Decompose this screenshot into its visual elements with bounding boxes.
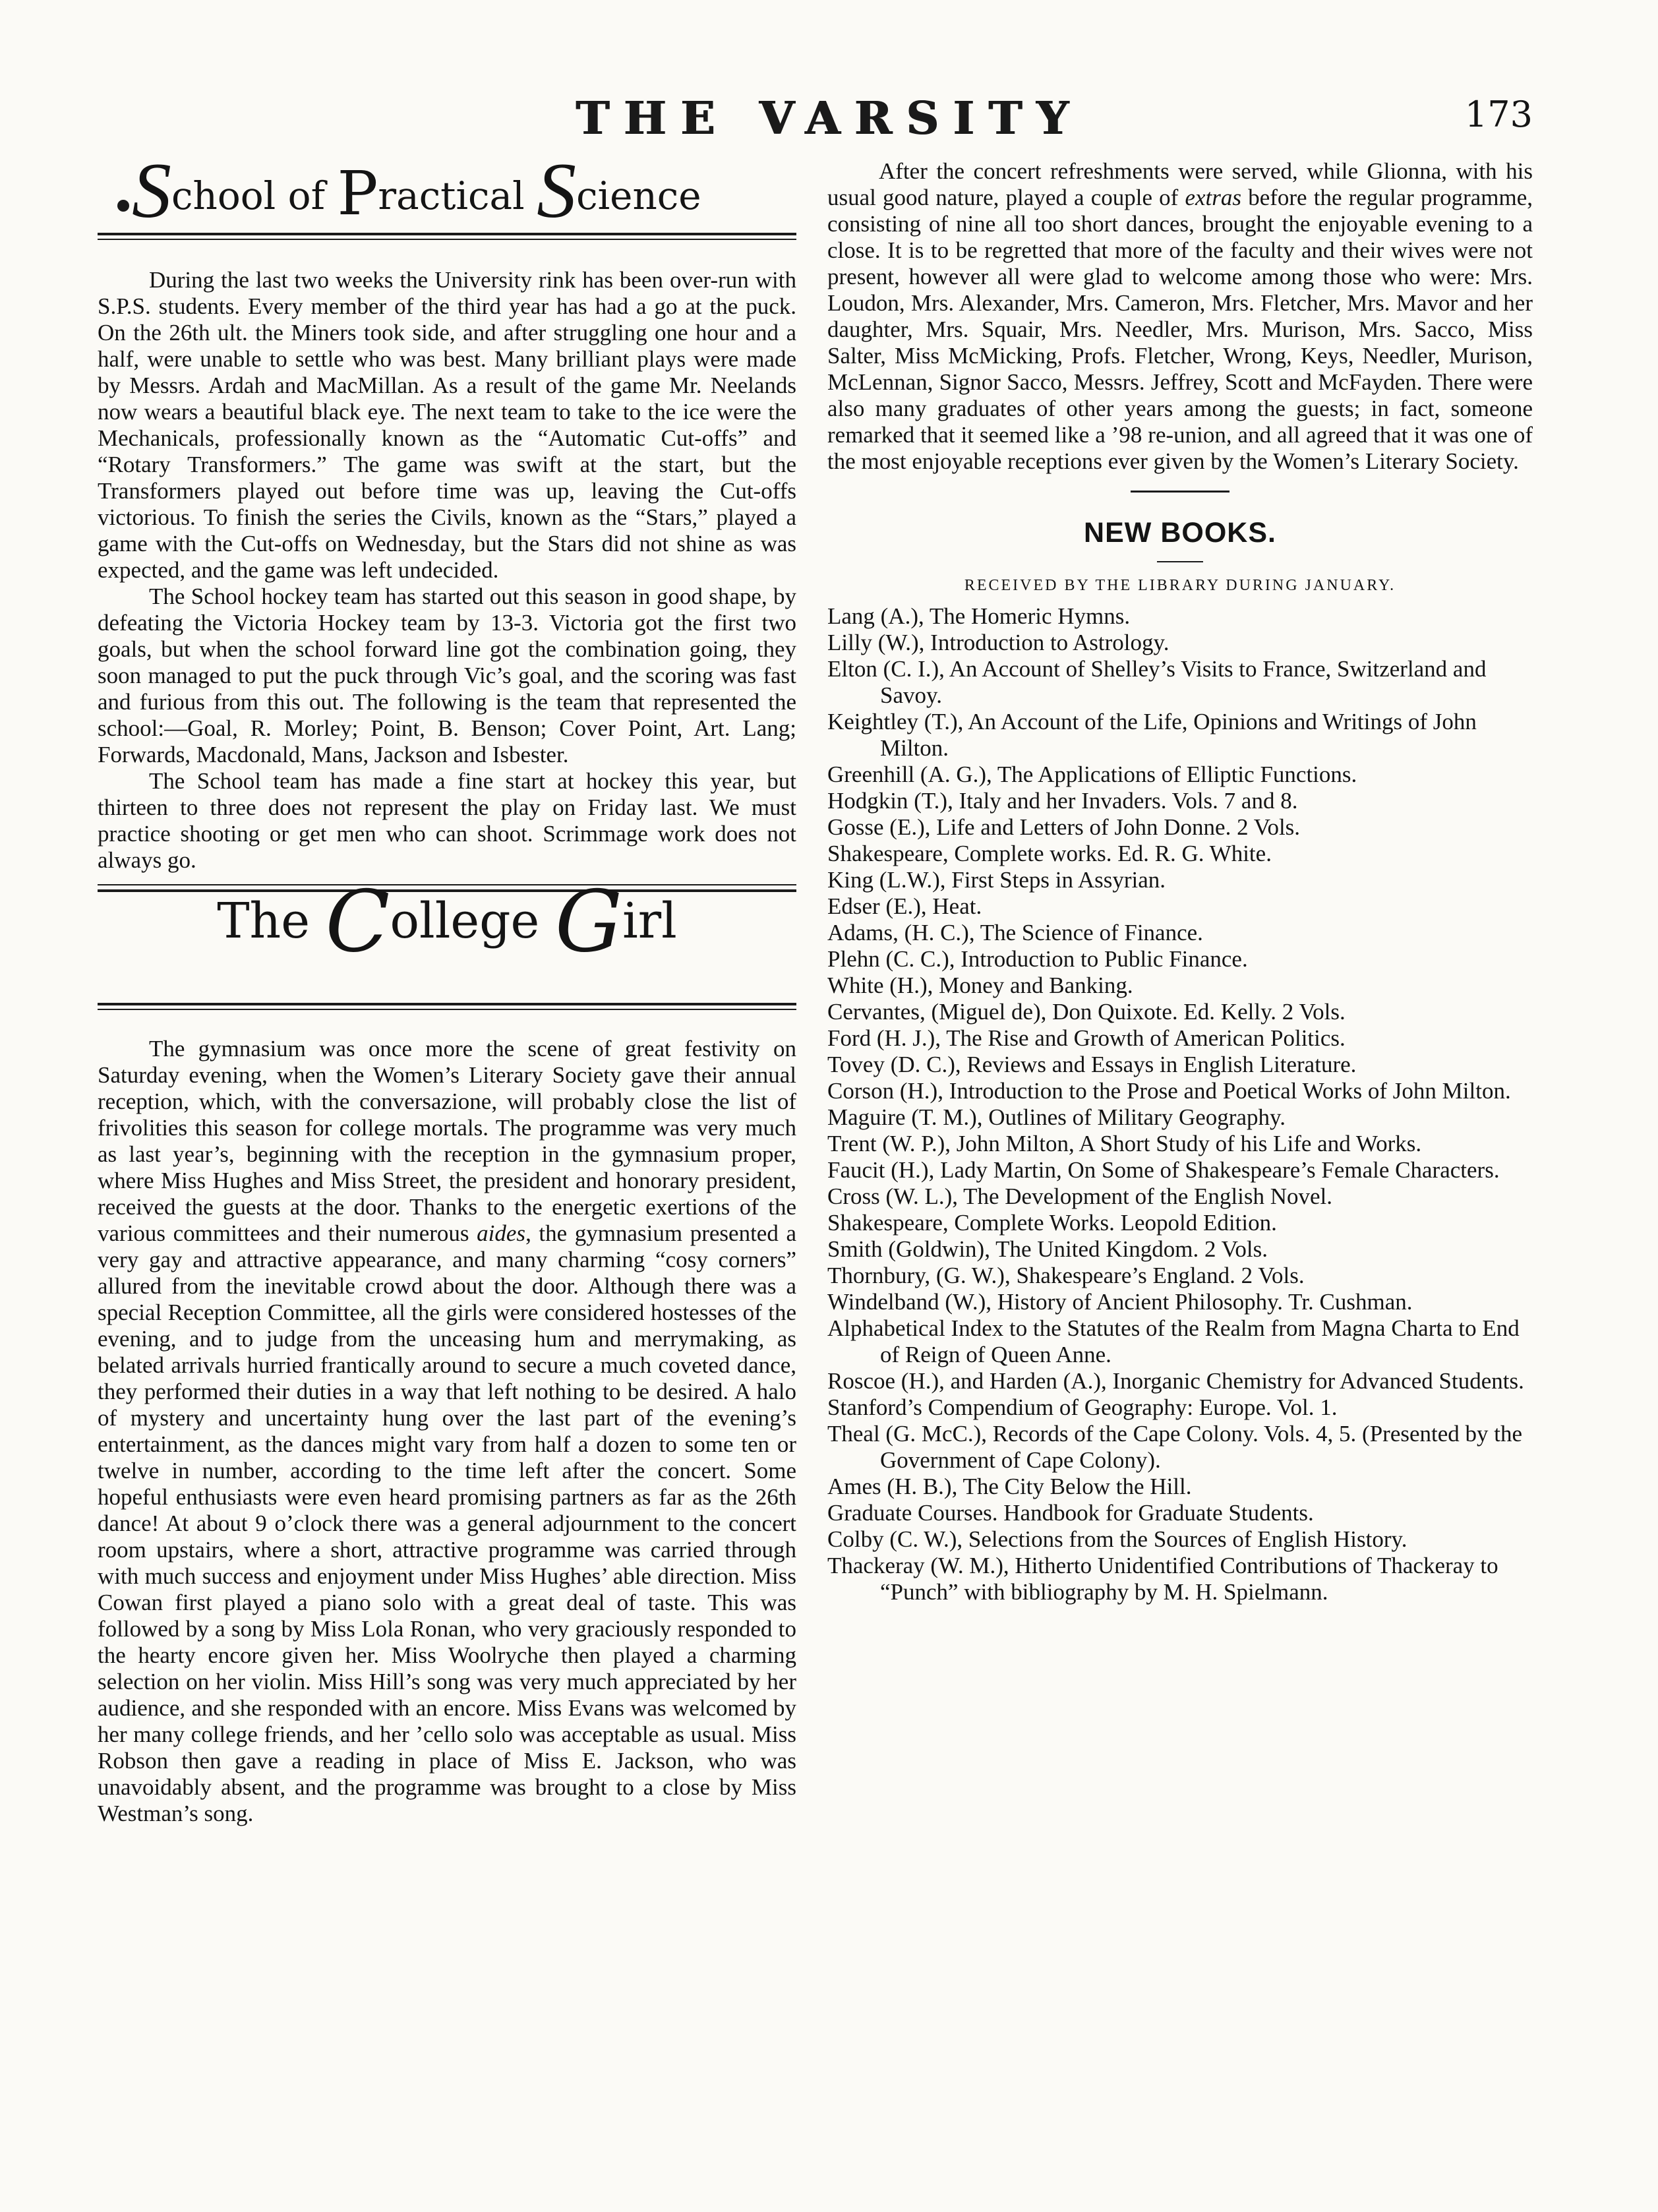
book-entry: Shakespeare, Complete works. Ed. R. G. White. xyxy=(827,841,1272,866)
book-entry: Keightley (T.), An Account of the Life, Opinions and Writings of John Milton. xyxy=(827,709,1477,761)
college-girl-header xyxy=(98,873,796,1016)
book-entry: Thornbury, (G. W.), Shakespeare’s England. 2 Vols. xyxy=(827,1263,1305,1288)
section-divider xyxy=(1131,491,1229,493)
book-entry: Hodgkin (T.), Italy and her Invaders. Vols. 7 and 8. xyxy=(827,788,1298,814)
header-rule xyxy=(98,239,796,240)
book-entry: Maguire (T. M.), Outlines of Military Geography. xyxy=(827,1104,1286,1130)
article-paragraph: After the concert refreshments were served, while Glionna, with his usual good nature, played a couple of extras before the regular programme, consisting of nine all too short dances, brought the enjoyable evening to a close. It is to be regretted that more of the faculty and their wives were not present, however all were glad to welcome among those who were: Mrs. Loudon, Mrs. Alexander, Mrs. Cameron, Mrs. Fletcher, Mrs. Mavor and her daughter, Mrs. Squair, Mrs. Needler, Mrs. Murison, Mrs. Sacco, Miss Salter, Miss McMicking, Profs. Fletcher, Wrong, Keys, Needler, Murison, McLennan, Signor Sacco, Messrs. Jeffrey, Scott and McFayden. There were also many graduates of other years among the guests; in fact, someone remarked that it seemed like a ’98 re-union, and all agreed that it was one of the most enjoyable receptions ever given by the Women’s Literary Society. xyxy=(827,158,1533,474)
header-rule xyxy=(98,233,796,235)
book-entry: Roscoe (H.), and Harden (A.), Inorganic Chemistry for Advanced Students. xyxy=(827,1368,1524,1394)
header-rule xyxy=(98,889,796,892)
book-entry: Lang (A.), The Homeric Hymns. xyxy=(827,603,1131,629)
masthead-title: THE VARSITY xyxy=(575,92,1083,145)
book-entry: Adams, (H. C.), The Science of Finance. xyxy=(827,920,1203,945)
book-entry: Ford (H. J.), The Rise and Growth of American Politics. xyxy=(827,1025,1346,1051)
book-entry: Alphabetical Index to the Statutes of the Realm from Magna Charta to End of Reign of Queen Anne. xyxy=(827,1315,1520,1367)
college-girl-article-part-1 xyxy=(98,1036,796,1827)
new-books-subtitle: RECEIVED BY THE LIBRARY DURING JANUARY. xyxy=(964,577,1396,594)
book-entry: Tovey (D. C.), Reviews and Essays in English Literature. xyxy=(827,1052,1357,1077)
ornament-dot-icon xyxy=(117,200,129,212)
right-column xyxy=(827,158,1533,1605)
book-entry: Graduate Courses. Handbook for Graduate Students. xyxy=(827,1500,1314,1526)
sps-header xyxy=(98,146,796,247)
book-entry: King (L.W.), First Steps in Assyrian. xyxy=(827,867,1166,893)
book-entry: Cervantes, (Miguel de), Don Quixote. Ed. Kelly. 2 Vols. xyxy=(827,999,1346,1025)
book-entry: Lilly (W.), Introduction to Astrology. xyxy=(827,630,1169,655)
page-number: 173 xyxy=(1464,94,1533,135)
book-entry: Gosse (E.), Life and Letters of John Donne. 2 Vols. xyxy=(827,814,1301,840)
book-entry: Thackeray (W. M.), Hitherto Unidentified Contributions of Thackeray to “Punch” with bibliography by M. H. Spielmann. xyxy=(827,1553,1498,1605)
article-paragraph: The School team has made a fine start at hockey this year, but thirteen to three does not represent the play on Friday last. We must practice shooting or get men who can shoot. Scrimmage work does not always go. xyxy=(98,768,796,873)
book-entry: Theal (G. McC.), Records of the Cape Colony. Vols. 4, 5. (Presented by the Government of Cape Colony). xyxy=(827,1421,1523,1473)
book-entry: Colby (C. W.), Selections from the Sources of English History. xyxy=(827,1526,1407,1552)
article-paragraph: The gymnasium was once more the scene of great festivity on Saturday evening, when the Women’s Literary Society gave their annual reception, which, with the conversazione, will probably close the list of frivolities this season for college mortals. The programme was very much as last year’s, beginning with the reception in the gymnasium proper, where Miss Hughes and Miss Street, the president and honorary president, received the guests at the door. Thanks to the energetic exertions of the various committees and their numerous aides, the gymnasium presented a very gay and attractive appearance, and many charming “cosy corners” allured from the inevitable crowd about the door. Although there was a special Reception Committee, all the girls were considered hostesses of the evening, and to judge from the unceasing hum and merrymaking, as belated arrivals hurried frantically around to secure a much coveted dance, they performed their duties in a way that left nothing to be desired. A halo of mystery and uncertainty hung over the last part of the evening’s entertainment, as the dances might vary from half a dozen to some ten or twelve in number, according to the time left after the concert. Some hopeful enthusiasts were even heard promising partners as far as the 26th dance! At about 9 o’clock there was a general adjournment to the concert room upstairs, where a short, attractive programme was carried through with much success and enjoyment under Miss Hughes’ able direction. Miss Cowan first played a piano solo with a great deal of taste. This was followed by a song by Miss Lola Ronan, who very graciously responded to the hearty encore given her. Miss Woolryche then played a charming selection on her violin. Miss Hill’s song was very much appreciated by her audience, and she responded with an encore. Miss Evans was welcomed by her many college friends, and her ’cello solo was acceptable as usual. Miss Robson then gave a reading in place of Miss E. Jackson, who was unavoidably absent, and the programme was brought to a close by Miss Westman’s song. xyxy=(98,1036,796,1826)
college-girl-title: The College Girl xyxy=(217,873,677,971)
book-entry: Windelband (W.), History of Ancient Philosophy. Tr. Cushman. xyxy=(827,1289,1413,1315)
book-entry: Stanford’s Compendium of Geography: Europe. Vol. 1. xyxy=(827,1394,1338,1420)
header-rule xyxy=(98,1009,796,1010)
article-paragraph: The School hockey team has started out this season in good shape, by defeating the Victoria Hockey team by 13-3. Victoria got the first two goals, but when the school forward line got the combination going, they soon managed to put the puck through Vic’s goal, and the scoring was fast and furious from this out. The following is the team that represented the school:—Goal, R. Morley; Point, B. Benson; Cover Point, Art. Lang; Forwards, Macdonald, Mans, Jackson and Isbester. xyxy=(98,583,796,767)
left-column xyxy=(98,146,796,1827)
article-paragraph: During the last two weeks the University rink has been over-run with S.P.S. students. Every member of the third year has had a go at the puck. On the 26th ult. the Miners took side, and after struggling one hour and a half, were unable to settle who was best. Many brilliant plays were made by Messrs. Ardah and MacMillan. As a result of the game Mr. Neelands now wears a beautiful black eye. The next team to take to the ice were the Mechanicals, professionally known as the “Automatic Cut-offs” and “Rotary Transformers.” The game was swift at the start, but the Transformers played out before time was up, leaving the Cut-offs victorious. To finish the series the Civils, known as the “Stars,” played a game with the Cut-offs on Wednesday, but the Stars did not shine as was expected, and the game was left undecided. xyxy=(98,267,796,583)
new-books-title: NEW BOOKS. xyxy=(1084,517,1276,549)
book-entry: Plehn (C. C.), Introduction to Public Finance. xyxy=(827,946,1248,972)
masthead xyxy=(0,92,1658,152)
book-entry: Cross (W. L.), The Development of the English Novel. xyxy=(827,1183,1332,1209)
header-rule xyxy=(98,1003,796,1005)
sps-title: School of Practical Science xyxy=(117,161,701,220)
book-entry: Elton (C. I.), An Account of Shelley’s Visits to France, Switzerland and Savoy. xyxy=(827,656,1487,708)
sps-article xyxy=(98,267,796,874)
book-entry: Edser (E.), Heat. xyxy=(827,893,982,919)
book-list xyxy=(827,603,1533,1605)
header-rule xyxy=(98,884,796,885)
section-subrule xyxy=(1157,561,1203,562)
book-entry: Faucit (H.), Lady Martin, On Some of Shakespeare’s Female Characters. xyxy=(827,1157,1500,1183)
book-entry: Shakespeare, Complete Works. Leopold Edition. xyxy=(827,1210,1277,1236)
book-entry: Greenhill (A. G.), The Applications of Elliptic Functions. xyxy=(827,762,1357,787)
book-entry: Smith (Goldwin), The United Kingdom. 2 Vols. xyxy=(827,1236,1268,1262)
book-entry: Corson (H.), Introduction to the Prose and Poetical Works of John Milton. xyxy=(827,1078,1511,1104)
book-entry: Ames (H. B.), The City Below the Hill. xyxy=(827,1474,1192,1499)
college-girl-article-part-2 xyxy=(827,158,1533,475)
book-entry: White (H.), Money and Banking. xyxy=(827,972,1133,998)
book-entry: Trent (W. P.), John Milton, A Short Study of his Life and Works. xyxy=(827,1131,1422,1156)
